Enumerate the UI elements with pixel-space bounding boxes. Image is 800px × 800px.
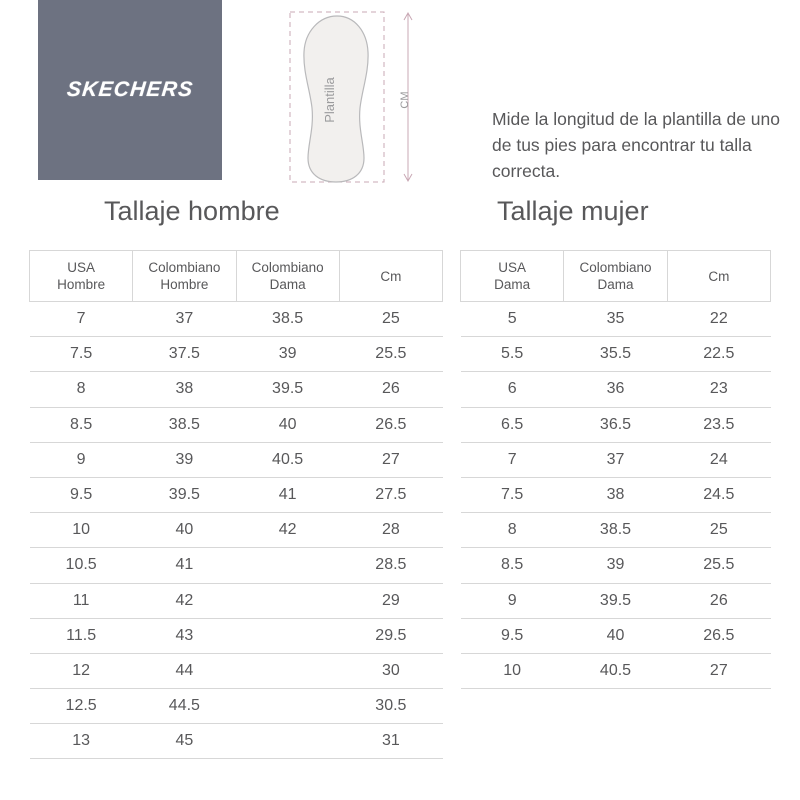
cell: 28.5 [339, 548, 442, 583]
cm-label: CM [399, 91, 411, 109]
table-row [461, 372, 771, 407]
cell: 39.5 [564, 583, 667, 618]
table-row [461, 618, 771, 653]
cell: 26.5 [667, 618, 770, 653]
cell: 27.5 [339, 477, 442, 512]
table-row [30, 689, 443, 724]
table-header-row [30, 251, 443, 302]
cell: 24.5 [667, 477, 770, 512]
cell: 8 [461, 513, 564, 548]
cell: 40 [236, 407, 339, 442]
cell: 30 [339, 653, 442, 688]
table-row [461, 477, 771, 512]
column-header-colombiano-hombre: Colombiano Hombre [133, 251, 236, 302]
cell: 36 [564, 372, 667, 407]
cell: 40 [564, 618, 667, 653]
cell: 26.5 [339, 407, 442, 442]
cell: 25.5 [339, 337, 442, 372]
column-header-cm: Cm [339, 251, 442, 302]
cell: 36.5 [564, 407, 667, 442]
cell: 9.5 [30, 477, 133, 512]
cell: 37.5 [133, 337, 236, 372]
cell: 40.5 [236, 442, 339, 477]
insole-diagram [272, 4, 432, 190]
cell: 39.5 [133, 477, 236, 512]
cell: 38 [564, 477, 667, 512]
cell: 26 [667, 583, 770, 618]
cell: 10 [30, 513, 133, 548]
cell: 13 [30, 724, 133, 759]
cell: 12.5 [30, 689, 133, 724]
table-row [30, 618, 443, 653]
men-size-table [29, 250, 443, 759]
cell: 39 [564, 548, 667, 583]
cell [236, 548, 339, 583]
table-row [461, 583, 771, 618]
cell: 12 [30, 653, 133, 688]
table-row [30, 653, 443, 688]
cell: 6 [461, 372, 564, 407]
cell: 38.5 [133, 407, 236, 442]
cell: 28 [339, 513, 442, 548]
column-header-colombiano-dama: Colombiano Dama [236, 251, 339, 302]
cell: 35.5 [564, 337, 667, 372]
brand-logo-block [38, 0, 222, 180]
table-row [461, 513, 771, 548]
cell: 38.5 [564, 513, 667, 548]
table-row [461, 548, 771, 583]
table-row [30, 548, 443, 583]
cell [236, 583, 339, 618]
cell: 39.5 [236, 372, 339, 407]
cell: 8 [30, 372, 133, 407]
cell: 7 [30, 302, 133, 337]
cell: 10 [461, 653, 564, 688]
cell: 43 [133, 618, 236, 653]
cell: 38 [133, 372, 236, 407]
table-header-row [461, 251, 771, 302]
cell: 9.5 [461, 618, 564, 653]
table-row [461, 302, 771, 337]
table-row [30, 477, 443, 512]
cell: 27 [667, 653, 770, 688]
cell: 24 [667, 442, 770, 477]
column-header-colombiano-dama: Colombiano Dama [564, 251, 667, 302]
cell: 39 [236, 337, 339, 372]
table-row [461, 337, 771, 372]
column-header-usa-dama: USA Dama [461, 251, 564, 302]
cell: 22 [667, 302, 770, 337]
cell [236, 653, 339, 688]
brand-name: SKECHERS [65, 78, 195, 101]
cell: 26 [339, 372, 442, 407]
women-table-title: Tallaje mujer [497, 196, 649, 226]
table-row [461, 442, 771, 477]
cell: 23.5 [667, 407, 770, 442]
insole-label: Plantilla [322, 77, 337, 123]
cell: 9 [461, 583, 564, 618]
table-row [461, 653, 771, 688]
cell: 6.5 [461, 407, 564, 442]
column-header-usa-hombre: USA Hombre [30, 251, 133, 302]
cell: 5.5 [461, 337, 564, 372]
cell: 9 [30, 442, 133, 477]
cell: 11.5 [30, 618, 133, 653]
cell [236, 618, 339, 653]
cell: 44.5 [133, 689, 236, 724]
cell: 41 [133, 548, 236, 583]
table-row [461, 407, 771, 442]
women-table-body [461, 302, 771, 689]
cell: 5 [461, 302, 564, 337]
cell: 45 [133, 724, 236, 759]
table-row [30, 724, 443, 759]
table-row [30, 302, 443, 337]
cell: 39 [133, 442, 236, 477]
cell: 23 [667, 372, 770, 407]
cell: 22.5 [667, 337, 770, 372]
table-row [30, 407, 443, 442]
men-table-title: Tallaje hombre [104, 196, 280, 226]
cell: 40 [133, 513, 236, 548]
cell: 25.5 [667, 548, 770, 583]
titles-row [0, 196, 800, 242]
cell: 10.5 [30, 548, 133, 583]
table-row [30, 513, 443, 548]
table-row [30, 583, 443, 618]
header-area [0, 0, 800, 196]
cell: 31 [339, 724, 442, 759]
column-header-cm: Cm [667, 251, 770, 302]
cell: 29 [339, 583, 442, 618]
women-size-table [460, 250, 771, 689]
cell: 40.5 [564, 653, 667, 688]
cell: 38.5 [236, 302, 339, 337]
cell: 8.5 [461, 548, 564, 583]
cell: 42 [236, 513, 339, 548]
cell: 27 [339, 442, 442, 477]
cell: 7.5 [461, 477, 564, 512]
table-row [30, 337, 443, 372]
cell: 42 [133, 583, 236, 618]
cell: 7.5 [30, 337, 133, 372]
cell: 44 [133, 653, 236, 688]
cell: 25 [667, 513, 770, 548]
cell: 29.5 [339, 618, 442, 653]
cell: 25 [339, 302, 442, 337]
cell: 41 [236, 477, 339, 512]
table-row [30, 442, 443, 477]
men-table-body [30, 302, 443, 759]
cell: 35 [564, 302, 667, 337]
cell: 37 [133, 302, 236, 337]
cell: 37 [564, 442, 667, 477]
instructions-text: Mide la longitud de la plantilla de uno de tus pies para encontrar tu talla correcta. [492, 109, 780, 181]
cell [236, 724, 339, 759]
table-row [30, 372, 443, 407]
cell: 7 [461, 442, 564, 477]
cell: 11 [30, 583, 133, 618]
cell: 8.5 [30, 407, 133, 442]
cell: 30.5 [339, 689, 442, 724]
cell [236, 689, 339, 724]
